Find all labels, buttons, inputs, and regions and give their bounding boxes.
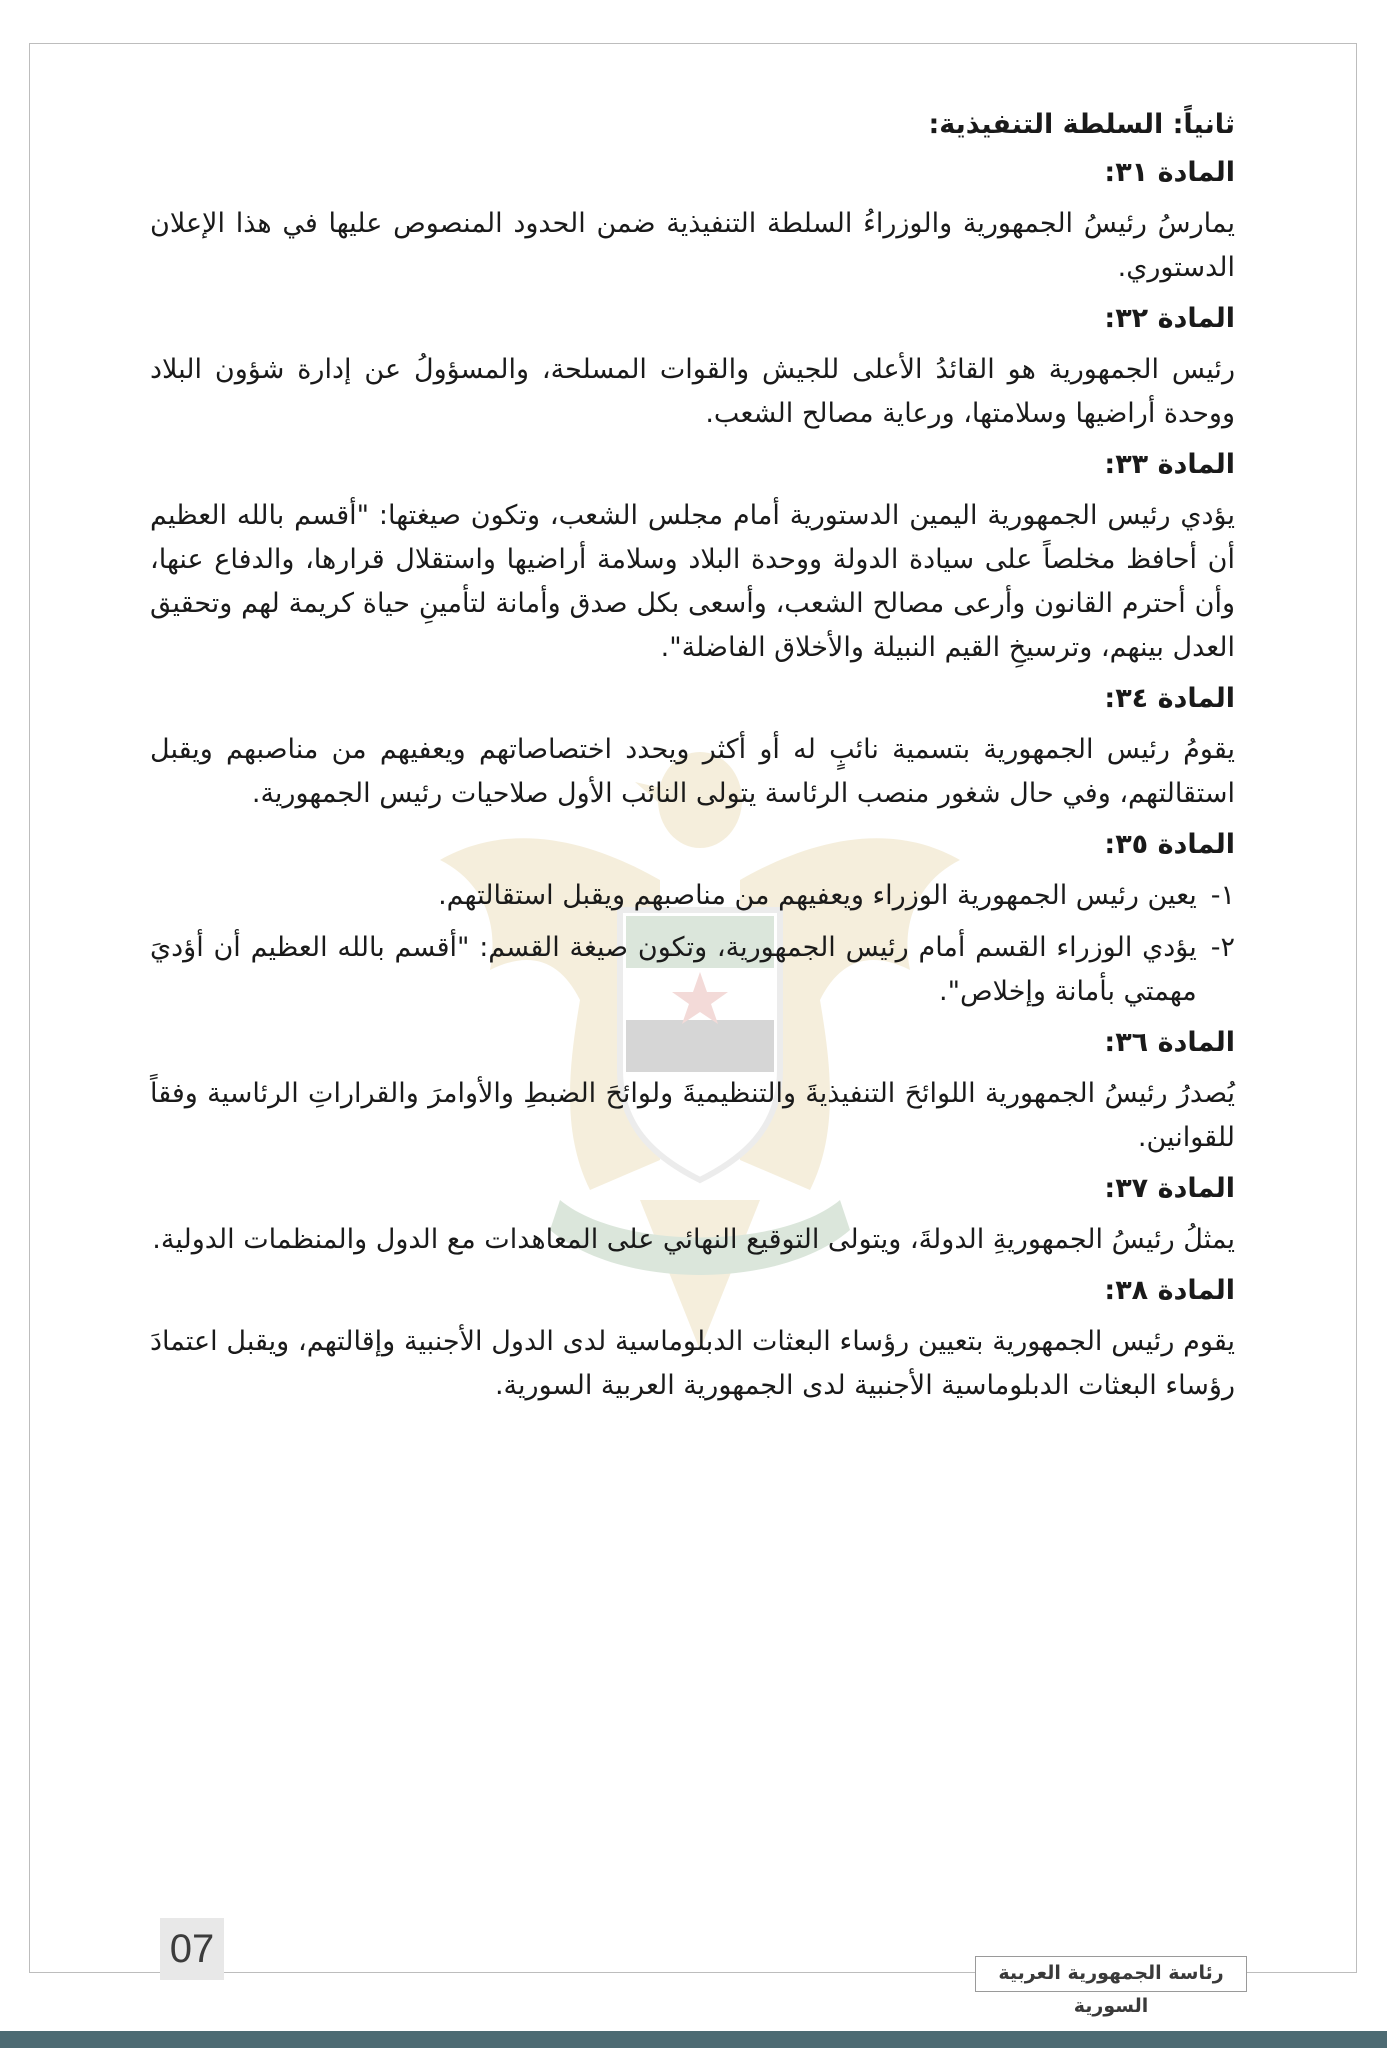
article-36-text: يُصدرُ رئيسُ الجمهورية اللوائحَ التنفيذيةَ والتنظيميةَ ولوائحَ الضبطِ والأوامرَ والقراراتِ الرئاسية وفقاً للقوانين. [150, 1078, 1235, 1153]
article-31-text: يمارسُ رئيسُ الجمهورية والوزراءُ السلطة التنفيذية ضمن الحدود المنصوص عليها في هذا الإعلان الدستوري. [150, 208, 1235, 283]
document-body [150, 104, 1235, 1416]
list-item-number: ٢- [1210, 932, 1235, 963]
article-31-title: المادة ٣١: [1104, 157, 1235, 188]
list-item-text: يؤدي الوزراء القسم أمام رئيس الجمهورية، وتكون صيغة القسم: "أقسم بالله العظيم أن أؤديَ مهمتي بأمانة وإخلاص". [150, 932, 1197, 1007]
article-38-text: يقوم رئيس الجمهورية بتعيين رؤساء البعثات الدبلوماسية لدى الدول الأجنبية وإقالتهم، ويقبل اعتمادَ رؤساء البعثات الدبلوماسية الأجنبية لدى الجمهورية العربية السورية. [150, 1326, 1235, 1401]
article-35-item-2 [150, 926, 1235, 1014]
article-37-text: يمثلُ رئيسُ الجمهوريةِ الدولةَ، ويتولى التوقيع النهائي على المعاهدات مع الدول والمنظمات الدولية. [152, 1224, 1235, 1255]
article-38-title: المادة ٣٨: [1104, 1275, 1235, 1306]
list-item-text: يعين رئيس الجمهورية الوزراء ويعفيهم من مناصبهم ويقبل استقالتهم. [438, 880, 1197, 911]
article-35-item-1 [150, 874, 1235, 918]
article-34-text: يقومُ رئيس الجمهورية بتسمية نائبٍ له أو أكثر ويحدد اختصاصاتهم ويعفيهم من مناصبهم ويقبل استقالتهم، وفي حال شغور منصب الرئاسة يتولى النائب الأول صلاحيات رئيس الجمهورية. [150, 734, 1235, 809]
footer-label: رئاسة الجمهورية العربية السورية [975, 1956, 1247, 1992]
article-32-title: المادة ٣٢: [1104, 303, 1235, 334]
page-number: 07 [160, 1918, 224, 1980]
article-33-text: يؤدي رئيس الجمهورية اليمين الدستورية أمام مجلس الشعب، وتكون صيغتها: "أقسم بالله العظيم أن أحافظ مخلصاً على سيادة الدولة ووحدة البلاد وسلامة أراضيها واستقلال قرارها، والدفاع عنها، وأن أحترم القانون وأرعى مصالح الشعب، وأسعى بكل صدق وأمانة لتأمينِ حياة كريمة لهم وتحقيق العدل بينهم، وترسيخِ القيم النبيلة والأخلاق الفاضلة". [150, 500, 1235, 663]
article-33-title: المادة ٣٣: [1104, 449, 1235, 480]
article-37-title: المادة ٣٧: [1104, 1173, 1235, 1204]
article-32-text: رئيس الجمهورية هو القائدُ الأعلى للجيش والقوات المسلحة، والمسؤولُ عن إدارة شؤون البلاد ووحدة أراضيها وسلامتها، ورعاية مصالح الشعب. [150, 354, 1235, 429]
article-34-title: المادة ٣٤: [1104, 683, 1235, 714]
bottom-band [0, 2031, 1387, 2048]
list-item-number: ١- [1210, 880, 1235, 911]
article-36-title: المادة ٣٦: [1104, 1027, 1235, 1058]
section-title: ثانياً: السلطة التنفيذية: [928, 109, 1235, 140]
article-35-title: المادة ٣٥: [1104, 829, 1235, 860]
